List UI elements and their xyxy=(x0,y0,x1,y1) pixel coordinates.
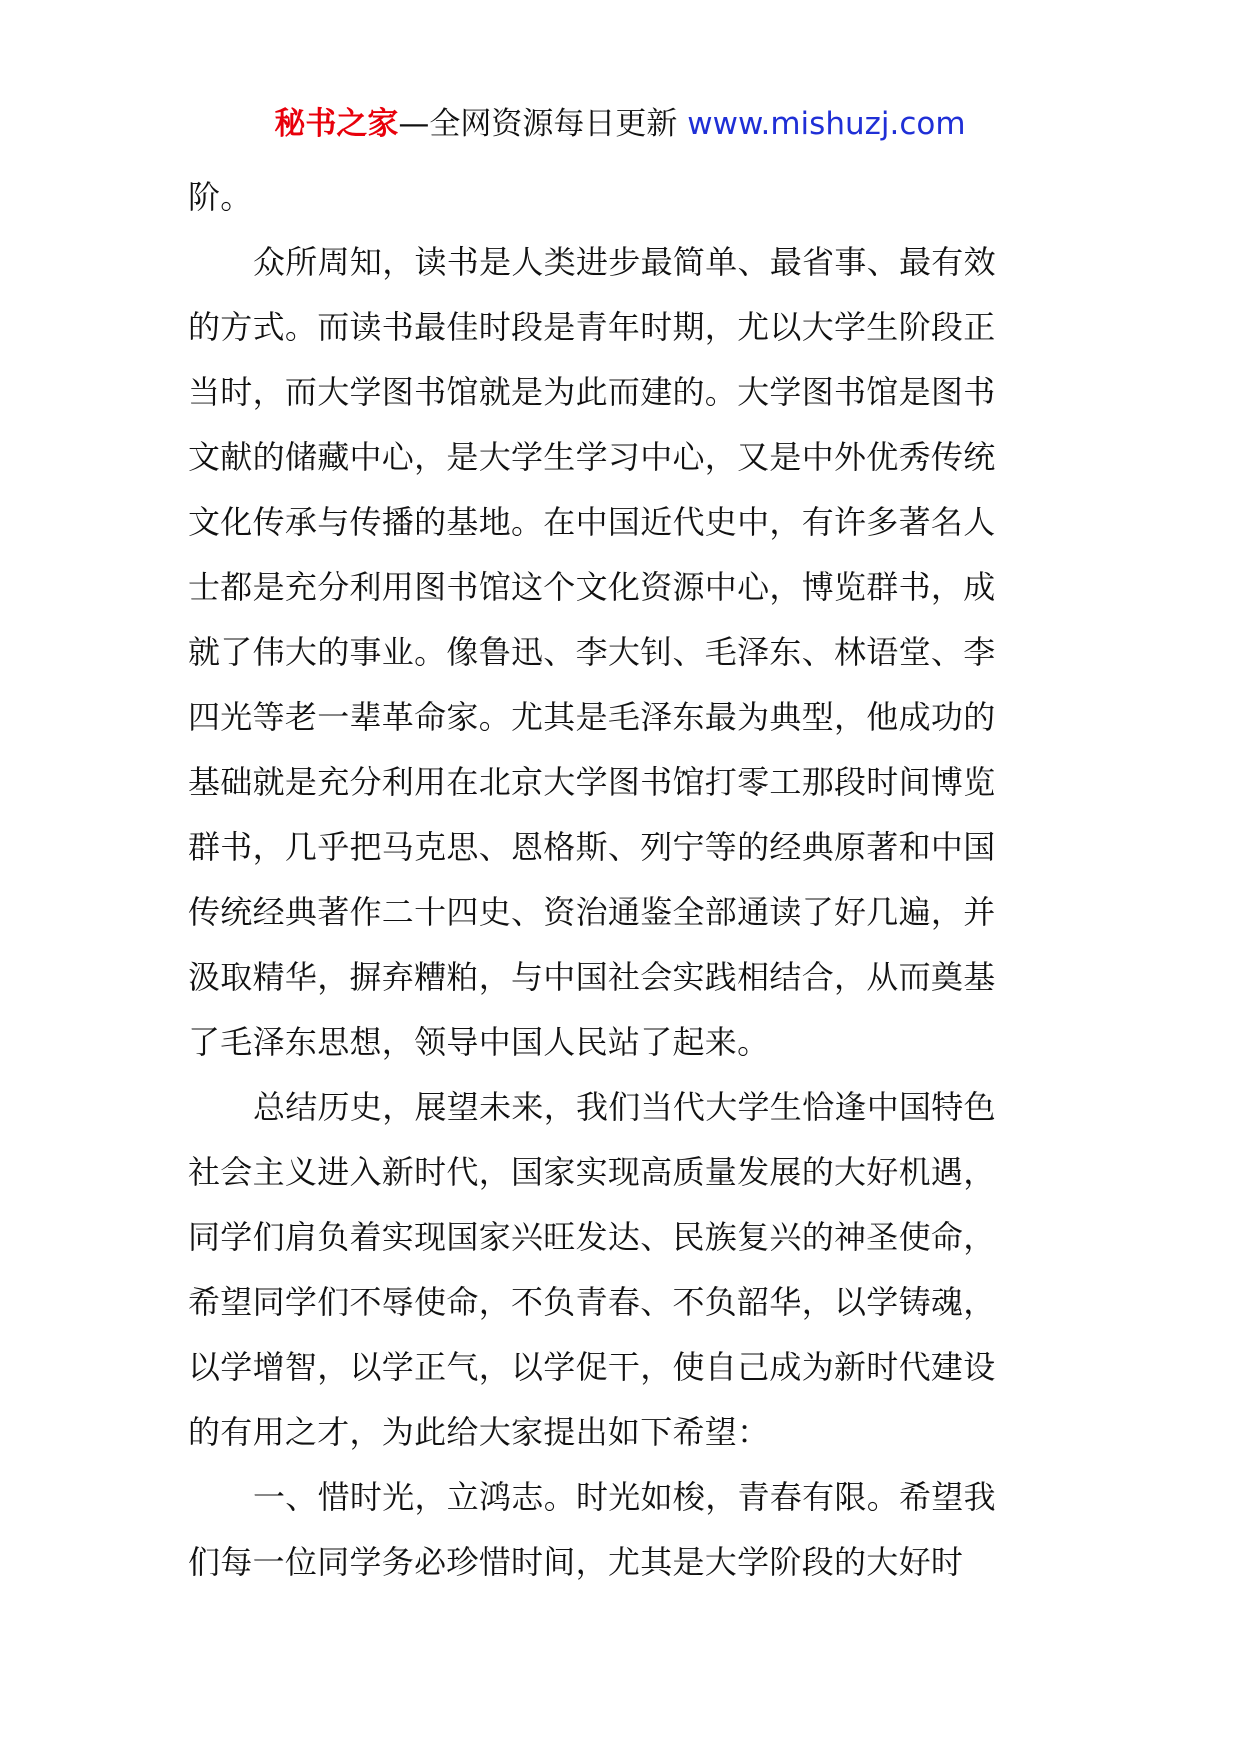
text-line: 社会主义进入新时代，国家实现高质量发展的大好机遇， xyxy=(188,1153,996,1191)
text-line: 汲取精华，摒弃糟粕，与中国社会实践相结合，从而奠基 xyxy=(188,958,996,996)
text-line: 四光等老一辈革命家。尤其是毛泽东最为典型，他成功的 xyxy=(188,698,996,736)
text-line: 群书，几乎把马克思、恩格斯、列宁等的经典原著和中国 xyxy=(188,828,996,866)
paragraph-start-line: 一、惜时光，立鸿志。时光如梭，青春有限。希望我 xyxy=(253,1478,996,1516)
text-line: 的有用之才，为此给大家提出如下希望： xyxy=(188,1413,770,1451)
text-line: 同学们肩负着实现国家兴旺发达、民族复兴的神圣使命， xyxy=(188,1218,996,1256)
text-line: 以学增智，以学正气，以学促干，使自己成为新时代建设 xyxy=(188,1348,996,1386)
text-line: 基础就是充分利用在北京大学图书馆打零工那段时间博览 xyxy=(188,763,996,801)
page-header xyxy=(0,100,1240,148)
website-link[interactable]: www.mishuzj.com xyxy=(687,106,966,142)
text-line: 了毛泽东思想，领导中国人民站了起来。 xyxy=(188,1023,770,1061)
text-line: 就了伟大的事业。像鲁迅、李大钊、毛泽东、林语堂、李 xyxy=(188,633,996,671)
paragraph-start-line: 总结历史，展望未来，我们当代大学生恰逢中国特色 xyxy=(253,1088,996,1126)
text-line: 的方式。而读书最佳时段是青年时期，尤以大学生阶段正 xyxy=(188,308,996,346)
header-tagline: —全网资源每日更新 xyxy=(398,106,688,142)
brand-name: 秘书之家 xyxy=(274,106,399,142)
text-line: 文献的储藏中心，是大学生学习中心，又是中外优秀传统 xyxy=(188,438,996,476)
text-line: 文化传承与传播的基地。在中国近代史中，有许多著名人 xyxy=(188,503,996,541)
text-line: 阶。 xyxy=(188,178,253,216)
paragraph-start-line: 众所周知，读书是人类进步最简单、最省事、最有效 xyxy=(253,243,996,281)
document-body xyxy=(188,165,1058,1595)
text-line: 们每一位同学务必珍惜时间，尤其是大学阶段的大好时 xyxy=(188,1543,964,1581)
text-line: 当时，而大学图书馆就是为此而建的。大学图书馆是图书 xyxy=(188,373,996,411)
text-line: 士都是充分利用图书馆这个文化资源中心，博览群书，成 xyxy=(188,568,996,606)
text-line: 传统经典著作二十四史、资治通鉴全部通读了好几遍，并 xyxy=(188,893,996,931)
text-line: 希望同学们不辱使命，不负青春、不负韶华，以学铸魂， xyxy=(188,1283,996,1321)
